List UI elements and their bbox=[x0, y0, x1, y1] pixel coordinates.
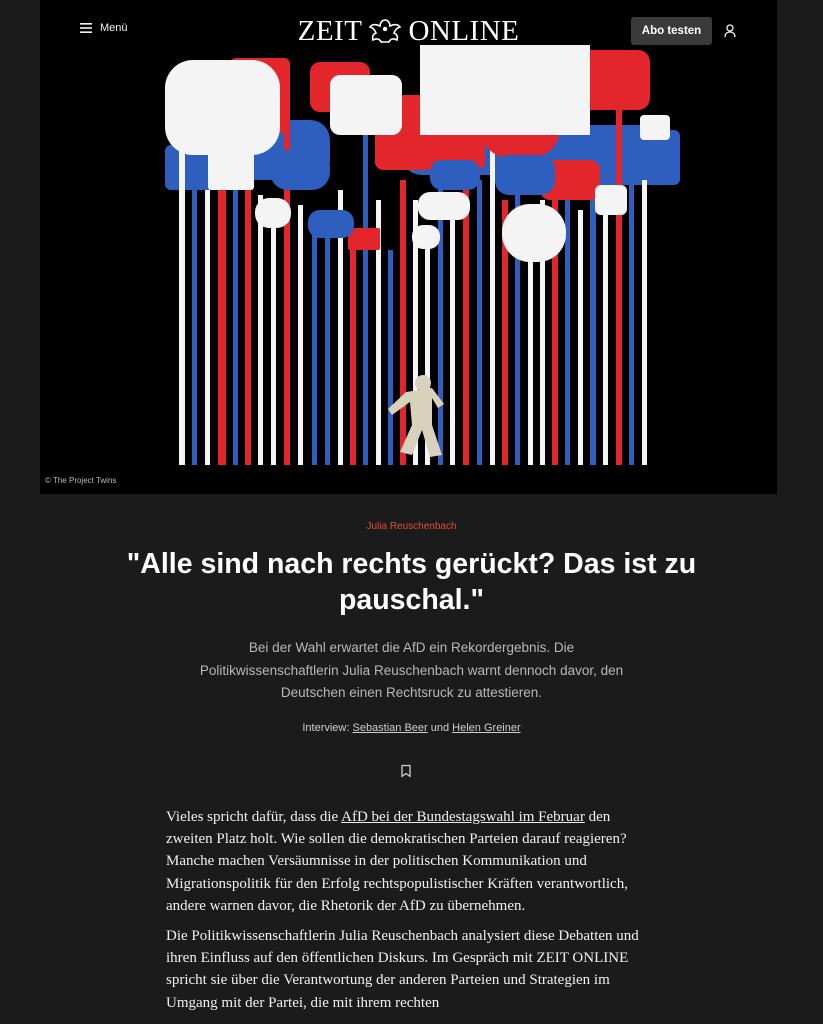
user-icon bbox=[722, 23, 738, 39]
logo-text-zeit: ZEIT bbox=[297, 14, 363, 47]
bookmark-icon bbox=[400, 764, 412, 778]
p1-text-after: den zweiten Platz holt. Wie sollen die demokratischen Parteien darauf reagieren? Manche machen Versäumnisse in der politischen Kommunikation und Migrationspolitik für den Erfolg rechtspopulistischer Kräften verantwortlich, andere warnen davor, die Rhetorik der AfD zu übernehmen. bbox=[166, 809, 628, 914]
article-body bbox=[166, 806, 656, 1022]
afd-bundestagswahl-link[interactable]: AfD bei der Bundestagswahl im Februar bbox=[341, 809, 585, 825]
article-teaser: Bei der Wahl erwartet die AfD ein Rekordergebnis. Die Politikwissenschaftlerin Julia Reuschenbach warnt dennoch davor, den Deutschen einen Rechtsruck zu attestieren. bbox=[199, 640, 624, 700]
article-kicker: Julia Reuschenbach bbox=[366, 521, 457, 532]
article-byline bbox=[0, 722, 823, 734]
site-header bbox=[40, 0, 777, 62]
eagle-crest-icon bbox=[368, 18, 402, 44]
byline-joiner: und bbox=[427, 722, 453, 734]
menu-label: Menü bbox=[100, 22, 128, 34]
byline-prefix: Interview: bbox=[302, 722, 353, 734]
article-headline: "Alle sind nach rechts gerückt? Das ist zu pauschal." bbox=[126, 548, 697, 616]
author-link-sebastian-beer[interactable]: Sebastian Beer bbox=[352, 722, 428, 734]
hamburger-icon bbox=[80, 23, 92, 33]
zeit-online-logo[interactable] bbox=[290, 14, 527, 48]
paragraph-1 bbox=[166, 806, 656, 917]
p1-text-before: Vieles spricht dafür, dass die bbox=[166, 809, 342, 825]
menu-button[interactable] bbox=[80, 22, 128, 34]
image-credit: © The Project Twins bbox=[45, 476, 117, 485]
author-link-helen-greiner[interactable]: Helen Greiner bbox=[452, 722, 521, 734]
hero-image bbox=[40, 0, 777, 494]
abo-testen-button[interactable]: Abo testen bbox=[631, 17, 712, 45]
bookmark-button[interactable] bbox=[400, 764, 412, 778]
paragraph-2: Die Politikwissenschaftlerin Julia Reuschenbach analysiert diese Debatten und ihren Einfluss auf den öffentlichen Diskurs. Im Gespräch mit ZEIT ONLINE spricht sie über die Verantwortung der anderen Parteien und Strategien im Umgang mit der Partei, die mit ihrem rechten bbox=[166, 928, 639, 1011]
logo-text-online: ONLINE bbox=[408, 14, 520, 47]
account-button[interactable] bbox=[722, 23, 738, 39]
protest-signs-illustration bbox=[40, 0, 777, 494]
